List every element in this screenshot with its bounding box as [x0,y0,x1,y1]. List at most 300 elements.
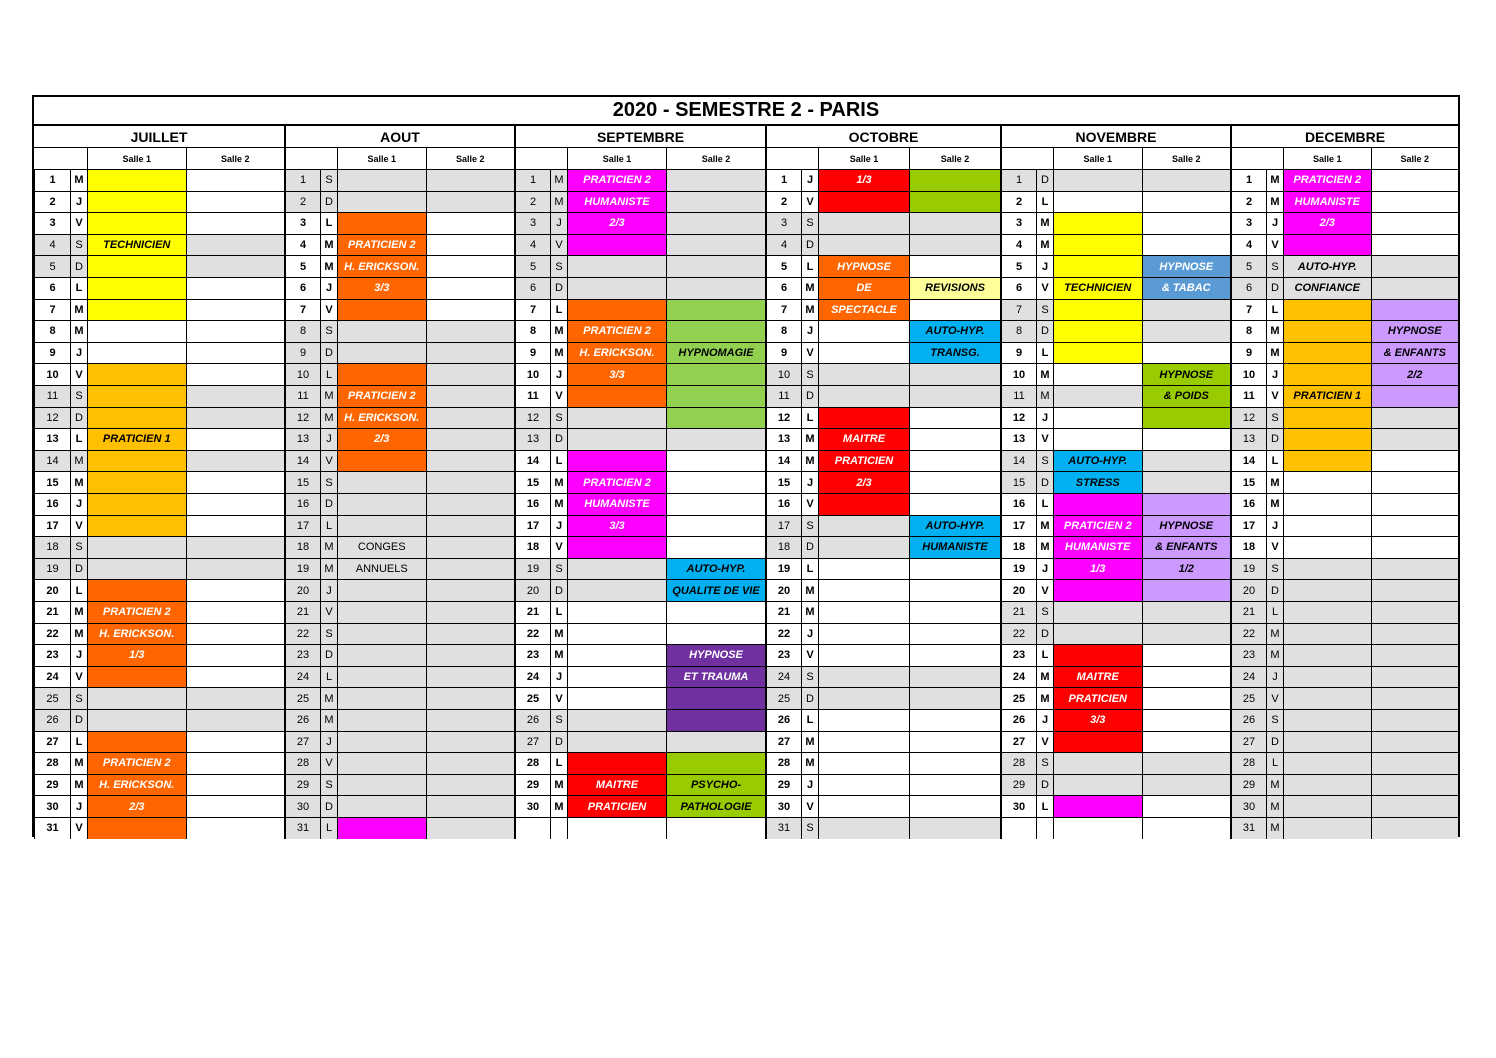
salle-1-cell[interactable] [567,212,666,234]
salle-2-cell[interactable] [666,601,765,623]
salle-2-cell[interactable] [909,709,1000,731]
salle-1-cell[interactable] [567,817,666,839]
salle-1-cell[interactable] [1283,407,1371,429]
salle-2-cell[interactable] [1142,385,1231,407]
salle-1-cell[interactable] [337,234,426,256]
salle-2-cell[interactable] [1371,817,1459,839]
salle-1-cell[interactable] [1053,212,1142,234]
salle-2-cell[interactable] [426,320,515,342]
salle-2-cell[interactable] [186,299,285,321]
salle-1-cell[interactable] [818,428,909,450]
salle-1-cell[interactable] [1053,687,1142,709]
salle-2-cell[interactable] [186,644,285,666]
salle-1-cell[interactable] [1053,709,1142,731]
salle-1-cell[interactable] [337,666,426,688]
salle-2-cell[interactable] [666,212,765,234]
salle-1-cell[interactable] [1283,536,1371,558]
salle-2-cell[interactable] [426,191,515,213]
salle-1-cell[interactable] [1053,579,1142,601]
salle-1-cell[interactable] [818,558,909,580]
salle-1-cell[interactable] [87,644,186,666]
salle-1-cell[interactable] [1283,385,1371,407]
salle-2-cell[interactable] [909,774,1000,796]
salle-1-cell[interactable] [818,493,909,515]
salle-2-cell[interactable] [909,731,1000,753]
salle-1-cell[interactable] [818,191,909,213]
salle-2-cell[interactable] [666,579,765,601]
salle-1-cell[interactable] [567,623,666,645]
salle-1-cell[interactable] [818,299,909,321]
salle-2-cell[interactable] [1371,169,1459,191]
salle-2-cell[interactable] [666,450,765,472]
salle-2-cell[interactable] [666,320,765,342]
salle-2-cell[interactable] [909,515,1000,537]
salle-1-cell[interactable] [567,752,666,774]
salle-2-cell[interactable] [909,255,1000,277]
salle-1-cell[interactable] [87,277,186,299]
salle-1-cell[interactable] [1283,817,1371,839]
salle-1-cell[interactable] [337,299,426,321]
salle-1-cell[interactable] [1283,709,1371,731]
salle-2-cell[interactable] [1142,255,1231,277]
salle-2-cell[interactable] [1142,212,1231,234]
salle-1-cell[interactable] [337,277,426,299]
salle-1-cell[interactable] [87,299,186,321]
salle-1-cell[interactable] [1053,385,1142,407]
salle-1-cell[interactable] [337,601,426,623]
salle-1-cell[interactable] [1283,687,1371,709]
salle-1-cell[interactable] [1283,515,1371,537]
salle-2-cell[interactable] [426,666,515,688]
salle-1-cell[interactable] [87,536,186,558]
salle-2-cell[interactable] [1371,212,1459,234]
salle-1-cell[interactable] [337,407,426,429]
salle-2-cell[interactable] [186,515,285,537]
salle-1-cell[interactable] [818,579,909,601]
salle-2-cell[interactable] [426,644,515,666]
salle-2-cell[interactable] [426,299,515,321]
salle-2-cell[interactable] [426,536,515,558]
salle-1-cell[interactable] [1053,428,1142,450]
salle-1-cell[interactable] [567,558,666,580]
salle-1-cell[interactable] [337,320,426,342]
salle-2-cell[interactable] [909,277,1000,299]
salle-2-cell[interactable] [666,687,765,709]
salle-1-cell[interactable] [818,731,909,753]
salle-2-cell[interactable] [666,299,765,321]
salle-2-cell[interactable] [666,191,765,213]
salle-2-cell[interactable] [666,752,765,774]
salle-1-cell[interactable] [337,536,426,558]
salle-1-cell[interactable] [1283,731,1371,753]
salle-1-cell[interactable] [337,493,426,515]
salle-2-cell[interactable] [186,255,285,277]
salle-1-cell[interactable] [818,817,909,839]
salle-1-cell[interactable] [818,342,909,364]
salle-1-cell[interactable] [1283,428,1371,450]
salle-1-cell[interactable] [337,450,426,472]
salle-2-cell[interactable] [909,342,1000,364]
salle-1-cell[interactable] [1053,407,1142,429]
salle-1-cell[interactable] [87,385,186,407]
salle-2-cell[interactable] [186,471,285,493]
salle-2-cell[interactable] [426,169,515,191]
salle-1-cell[interactable] [818,601,909,623]
salle-1-cell[interactable] [1053,277,1142,299]
salle-2-cell[interactable] [426,774,515,796]
salle-2-cell[interactable] [186,579,285,601]
salle-1-cell[interactable] [1053,320,1142,342]
salle-1-cell[interactable] [567,731,666,753]
salle-1-cell[interactable] [1053,536,1142,558]
salle-2-cell[interactable] [909,558,1000,580]
salle-2-cell[interactable] [1142,731,1231,753]
salle-2-cell[interactable] [186,407,285,429]
salle-2-cell[interactable] [909,320,1000,342]
salle-1-cell[interactable] [1053,363,1142,385]
salle-2-cell[interactable] [1142,579,1231,601]
salle-2-cell[interactable] [186,817,285,839]
salle-1-cell[interactable] [818,644,909,666]
salle-2-cell[interactable] [909,299,1000,321]
salle-2-cell[interactable] [1371,644,1459,666]
salle-2-cell[interactable] [426,709,515,731]
salle-1-cell[interactable] [337,623,426,645]
salle-2-cell[interactable] [909,817,1000,839]
salle-1-cell[interactable] [1283,212,1371,234]
salle-1-cell[interactable] [87,666,186,688]
salle-2-cell[interactable] [1371,450,1459,472]
salle-2-cell[interactable] [186,363,285,385]
salle-2-cell[interactable] [1142,752,1231,774]
salle-2-cell[interactable] [426,579,515,601]
salle-2-cell[interactable] [1142,558,1231,580]
salle-2-cell[interactable] [426,363,515,385]
salle-1-cell[interactable] [337,428,426,450]
salle-1-cell[interactable] [818,471,909,493]
salle-2-cell[interactable] [426,817,515,839]
salle-1-cell[interactable] [87,255,186,277]
salle-1-cell[interactable] [87,191,186,213]
salle-2-cell[interactable] [666,234,765,256]
salle-2-cell[interactable] [1142,320,1231,342]
salle-2-cell[interactable] [1371,428,1459,450]
salle-2-cell[interactable] [909,536,1000,558]
salle-1-cell[interactable] [337,558,426,580]
salle-2-cell[interactable] [666,277,765,299]
salle-1-cell[interactable] [1283,363,1371,385]
salle-2-cell[interactable] [1371,709,1459,731]
salle-2-cell[interactable] [1142,795,1231,817]
salle-2-cell[interactable] [1371,558,1459,580]
salle-1-cell[interactable] [567,471,666,493]
salle-1-cell[interactable] [337,687,426,709]
salle-1-cell[interactable] [567,363,666,385]
salle-1-cell[interactable] [567,709,666,731]
salle-2-cell[interactable] [1142,817,1231,839]
salle-1-cell[interactable] [87,428,186,450]
salle-1-cell[interactable] [1283,450,1371,472]
salle-1-cell[interactable] [1053,342,1142,364]
salle-1-cell[interactable] [818,709,909,731]
salle-2-cell[interactable] [186,536,285,558]
salle-2-cell[interactable] [426,407,515,429]
salle-2-cell[interactable] [666,623,765,645]
salle-1-cell[interactable] [567,299,666,321]
salle-2-cell[interactable] [1142,623,1231,645]
salle-1-cell[interactable] [1283,169,1371,191]
salle-1-cell[interactable] [1053,774,1142,796]
salle-1-cell[interactable] [337,212,426,234]
salle-2-cell[interactable] [666,428,765,450]
salle-2-cell[interactable] [909,493,1000,515]
salle-2-cell[interactable] [666,342,765,364]
salle-2-cell[interactable] [1371,320,1459,342]
salle-2-cell[interactable] [186,558,285,580]
salle-2-cell[interactable] [909,385,1000,407]
salle-1-cell[interactable] [567,320,666,342]
salle-1-cell[interactable] [1283,774,1371,796]
salle-2-cell[interactable] [1371,493,1459,515]
salle-2-cell[interactable] [909,579,1000,601]
salle-2-cell[interactable] [186,623,285,645]
salle-1-cell[interactable] [1053,234,1142,256]
salle-2-cell[interactable] [1142,277,1231,299]
salle-1-cell[interactable] [87,450,186,472]
salle-2-cell[interactable] [666,536,765,558]
salle-1-cell[interactable] [1283,191,1371,213]
salle-2-cell[interactable] [1371,407,1459,429]
salle-2-cell[interactable] [1371,601,1459,623]
salle-1-cell[interactable] [337,752,426,774]
salle-2-cell[interactable] [186,493,285,515]
salle-2-cell[interactable] [909,795,1000,817]
salle-1-cell[interactable] [818,515,909,537]
salle-2-cell[interactable] [1142,687,1231,709]
salle-2-cell[interactable] [186,709,285,731]
salle-1-cell[interactable] [567,687,666,709]
salle-1-cell[interactable] [567,515,666,537]
salle-2-cell[interactable] [909,601,1000,623]
salle-2-cell[interactable] [1371,342,1459,364]
salle-2-cell[interactable] [1371,752,1459,774]
salle-1-cell[interactable] [87,623,186,645]
salle-1-cell[interactable] [1283,255,1371,277]
salle-1-cell[interactable] [567,342,666,364]
salle-2-cell[interactable] [666,363,765,385]
salle-2-cell[interactable] [909,234,1000,256]
salle-2-cell[interactable] [426,385,515,407]
salle-1-cell[interactable] [567,644,666,666]
salle-2-cell[interactable] [186,795,285,817]
salle-2-cell[interactable] [1371,731,1459,753]
salle-1-cell[interactable] [567,493,666,515]
salle-1-cell[interactable] [1053,471,1142,493]
salle-2-cell[interactable] [426,795,515,817]
salle-1-cell[interactable] [1053,623,1142,645]
salle-2-cell[interactable] [666,471,765,493]
salle-1-cell[interactable] [337,342,426,364]
salle-2-cell[interactable] [426,255,515,277]
salle-2-cell[interactable] [666,169,765,191]
salle-1-cell[interactable] [818,774,909,796]
salle-1-cell[interactable] [337,515,426,537]
salle-2-cell[interactable] [1371,579,1459,601]
salle-2-cell[interactable] [426,277,515,299]
salle-1-cell[interactable] [337,731,426,753]
salle-2-cell[interactable] [1142,666,1231,688]
salle-1-cell[interactable] [1053,515,1142,537]
salle-1-cell[interactable] [567,601,666,623]
salle-1-cell[interactable] [1283,601,1371,623]
salle-1-cell[interactable] [87,579,186,601]
salle-1-cell[interactable] [1053,558,1142,580]
salle-1-cell[interactable] [337,774,426,796]
salle-1-cell[interactable] [337,795,426,817]
salle-2-cell[interactable] [1142,493,1231,515]
salle-1-cell[interactable] [87,709,186,731]
salle-1-cell[interactable] [1053,731,1142,753]
salle-2-cell[interactable] [666,709,765,731]
salle-2-cell[interactable] [1371,299,1459,321]
salle-1-cell[interactable] [87,687,186,709]
salle-2-cell[interactable] [186,234,285,256]
salle-1-cell[interactable] [87,493,186,515]
salle-2-cell[interactable] [1142,169,1231,191]
salle-1-cell[interactable] [1053,817,1142,839]
salle-2-cell[interactable] [1371,795,1459,817]
salle-1-cell[interactable] [1283,234,1371,256]
salle-2-cell[interactable] [909,363,1000,385]
salle-2-cell[interactable] [1142,515,1231,537]
salle-1-cell[interactable] [1283,342,1371,364]
salle-2-cell[interactable] [186,191,285,213]
salle-2-cell[interactable] [666,255,765,277]
salle-1-cell[interactable] [87,558,186,580]
salle-2-cell[interactable] [1371,687,1459,709]
salle-2-cell[interactable] [1142,601,1231,623]
salle-2-cell[interactable] [909,428,1000,450]
salle-1-cell[interactable] [567,169,666,191]
salle-1-cell[interactable] [567,277,666,299]
salle-1-cell[interactable] [1053,493,1142,515]
salle-1-cell[interactable] [87,515,186,537]
salle-2-cell[interactable] [1142,450,1231,472]
salle-1-cell[interactable] [567,536,666,558]
salle-2-cell[interactable] [186,687,285,709]
salle-1-cell[interactable] [337,709,426,731]
salle-2-cell[interactable] [186,277,285,299]
salle-1-cell[interactable] [87,774,186,796]
salle-1-cell[interactable] [567,234,666,256]
salle-1-cell[interactable] [818,536,909,558]
salle-1-cell[interactable] [1283,795,1371,817]
salle-1-cell[interactable] [818,623,909,645]
salle-2-cell[interactable] [909,687,1000,709]
salle-1-cell[interactable] [567,795,666,817]
salle-2-cell[interactable] [1371,471,1459,493]
salle-2-cell[interactable] [1142,191,1231,213]
salle-2-cell[interactable] [909,752,1000,774]
salle-1-cell[interactable] [87,601,186,623]
salle-2-cell[interactable] [1371,385,1459,407]
salle-2-cell[interactable] [909,407,1000,429]
salle-1-cell[interactable] [1283,644,1371,666]
salle-2-cell[interactable] [1142,774,1231,796]
salle-2-cell[interactable] [666,515,765,537]
salle-1-cell[interactable] [87,169,186,191]
salle-2-cell[interactable] [1371,363,1459,385]
salle-2-cell[interactable] [666,666,765,688]
salle-1-cell[interactable] [1283,320,1371,342]
salle-1-cell[interactable] [567,774,666,796]
salle-2-cell[interactable] [909,644,1000,666]
salle-2-cell[interactable] [186,450,285,472]
salle-1-cell[interactable] [818,795,909,817]
salle-1-cell[interactable] [1283,471,1371,493]
salle-1-cell[interactable] [337,644,426,666]
salle-1-cell[interactable] [1053,255,1142,277]
salle-1-cell[interactable] [87,212,186,234]
salle-2-cell[interactable] [1142,428,1231,450]
salle-2-cell[interactable] [426,558,515,580]
salle-2-cell[interactable] [186,731,285,753]
salle-1-cell[interactable] [1053,169,1142,191]
salle-2-cell[interactable] [666,644,765,666]
salle-2-cell[interactable] [909,666,1000,688]
salle-1-cell[interactable] [337,169,426,191]
salle-2-cell[interactable] [426,471,515,493]
salle-1-cell[interactable] [337,191,426,213]
salle-2-cell[interactable] [666,795,765,817]
salle-1-cell[interactable] [87,731,186,753]
salle-1-cell[interactable] [1053,752,1142,774]
salle-1-cell[interactable] [818,385,909,407]
salle-2-cell[interactable] [666,407,765,429]
salle-2-cell[interactable] [186,342,285,364]
salle-2-cell[interactable] [1142,536,1231,558]
salle-1-cell[interactable] [87,471,186,493]
salle-1-cell[interactable] [337,255,426,277]
salle-1-cell[interactable] [567,385,666,407]
salle-2-cell[interactable] [186,320,285,342]
salle-2-cell[interactable] [909,623,1000,645]
salle-1-cell[interactable] [818,212,909,234]
salle-1-cell[interactable] [87,752,186,774]
salle-1-cell[interactable] [337,385,426,407]
salle-1-cell[interactable] [87,407,186,429]
salle-1-cell[interactable] [1283,666,1371,688]
salle-2-cell[interactable] [426,601,515,623]
salle-2-cell[interactable] [1371,277,1459,299]
salle-2-cell[interactable] [426,687,515,709]
salle-1-cell[interactable] [1053,450,1142,472]
salle-2-cell[interactable] [426,515,515,537]
salle-1-cell[interactable] [337,817,426,839]
salle-2-cell[interactable] [1142,342,1231,364]
salle-1-cell[interactable] [1053,795,1142,817]
salle-2-cell[interactable] [1371,666,1459,688]
salle-1-cell[interactable] [567,255,666,277]
salle-2-cell[interactable] [186,666,285,688]
salle-2-cell[interactable] [1142,407,1231,429]
salle-2-cell[interactable] [909,450,1000,472]
salle-2-cell[interactable] [426,623,515,645]
salle-2-cell[interactable] [186,601,285,623]
salle-2-cell[interactable] [186,774,285,796]
salle-1-cell[interactable] [818,363,909,385]
salle-2-cell[interactable] [1142,471,1231,493]
